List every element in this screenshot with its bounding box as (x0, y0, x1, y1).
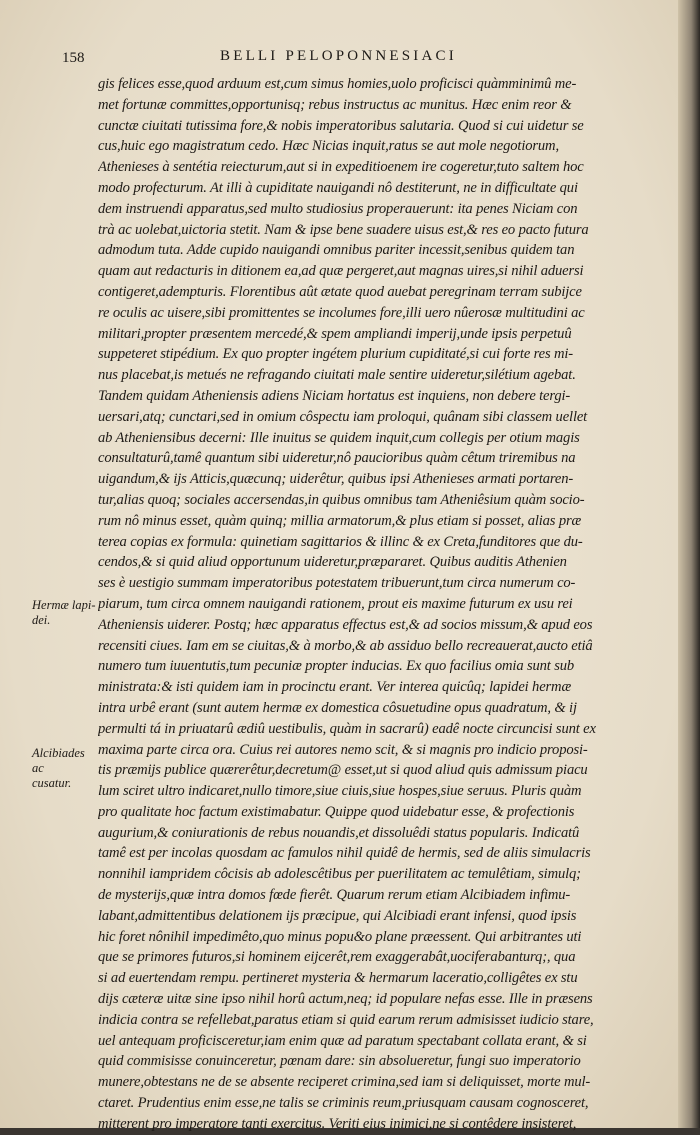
margin-note-line: dei. (32, 613, 51, 627)
text-line: tis præmijs publice quærerêtur,decretum@ esset,ut si quod aliud quis admissum piacu (98, 762, 588, 779)
text-line: indicia contra se refellebat,paratus etiam si quid earum rerum admisisset iudicio stare, (98, 1011, 594, 1028)
text-line: Atheniensis uiderer. Postq; hæc apparatus effectus est,& ad socios missum,& apud eos (98, 616, 593, 633)
text-line: met fortunæ committes,opportunisq; rebus instructus ac munitus. Hæc enim reor & (98, 96, 572, 113)
text-line: trà ac uolebat,uictoria stetit. Nam & ipse bene suadere uisus est,& res eo pacto futura (98, 221, 589, 238)
text-line: dijs cæteræ uitæ sine ipso nihil horû actum,neq; id populare nefas esse. Ille in præsens (98, 991, 593, 1008)
text-line: cunctæ ciuitati tutissima fore,& nobis imperatoribus salutaria. Quod si cui uidetur se (98, 117, 584, 134)
text-line: ses è uestigio summam imperatoribus potestatem tribuerunt,tum circa numerum co- (98, 575, 576, 592)
text-line: recensiti ciues. Iam em se ciuitas,& à morbo,& ab assiduo bello recreauerat,aucto etiâ (98, 637, 593, 654)
text-line: quid commisisse conuinceretur, pœnam dare: sin absolueretur, fungi suo imperatorio (98, 1053, 581, 1070)
text-line: labant,admittentibus delationem ijs præcipue, qui Alcibiadi erant infensi, quod ipsis (98, 907, 577, 924)
text-line: admodum tuta. Adde cupido nauigandi omnibus pariter incessit,senibus quidem tan (98, 242, 575, 259)
text-line: uersari,atq; cunctari,sed in omium côspectu iam proloqui, quânam sibi classem uellet (98, 408, 588, 425)
text-line: cus,huic ego magistratum cedo. Hæc Nicias inquit,ratus se aut mole negotiorum, (98, 138, 559, 155)
margin-note-line: Hermæ lapi- (32, 598, 96, 612)
margin-note-line: Alcibiades ac (32, 746, 85, 775)
text-line: suppeteret stipédium. Ex quo propter ingétem plurium cupiditaté,si cui forte res mi- (98, 346, 574, 363)
text-line: nonnihil iampridem côcisis ab adolescêtibus per puerilitatem ac temulêtiam, simulq; (98, 866, 581, 883)
text-line: numero tum iuuentutis,tum pecuniæ propter inducias. Ex quo facilius omia sunt sub (98, 658, 575, 675)
text-line: quam aut redacturis in ditionem ea,ad quæ pergeret,aut magnas uires,si nihil aduersi (98, 263, 584, 280)
text-line: dem instruendi apparatus,sed multo studiosius properauerunt: ita penes Niciam con (98, 200, 578, 217)
text-line: Athenieses à sentétia reiecturum,aut si in expeditioenem ire cogeretur,tuto saltem hoc (98, 159, 584, 176)
body-text (98, 74, 670, 1135)
text-line: tamê est per incolas quosdam ac famulos nihil quidê de hermis, sed de aliis simulacris (98, 845, 591, 862)
text-line: cendos,& si quid aliud opportunum uideretur,præpararet. Quibus auditis Athenien (98, 554, 567, 571)
text-line: modo profecturum. At illi à cupiditate nauigandi nô destiterunt, ne in difficultate qui (98, 179, 578, 196)
text-line: consultaturû,tamê quantum sibi uideretur,nô paucioribus quàm cêtum triremibus na (98, 450, 576, 467)
text-line: maxima parte circa ora. Cuius rei autores nemo scit, & si magnis pro indicio proposi- (98, 741, 588, 758)
text-line: munere,obtestans ne de se absente reciperet crimina,sed iam si deliquisset, morte mul- (98, 1074, 591, 1091)
text-line: hic foret nônihil impedimêto,quo minus popu&o plane præessent. Qui arbitrantes uti (98, 928, 582, 945)
text-line: si ad euertendam rempu. pertineret mysteria & hermarum laceratio,colligêtes ex stu (98, 970, 578, 987)
text-line: re oculis ac uisere,sibi promittentes se incolumes fore,illi uero nûerosæ multitudini ac (98, 304, 585, 321)
text-line: contigeret,adempturis. Florentibus aût ætate quod auebat peregrinam terram subijce (98, 283, 582, 300)
text-line: intra urbê erant (sunt autem hermæ ex domestica côsuetudine opus quadratum, & ij (98, 699, 577, 716)
text-line: lum sciret ultro indicaret,nullo timore,siue ciuis,siue hospes,siue seruus. Pluris quàm (98, 783, 582, 800)
text-line: uigandum,& ijs Atticis,quæcunq; uiderêtur, quibus ipsi Athenieses armati portaren- (98, 471, 574, 488)
text-line: augurium,& coniurationis de rebus nouandis,et dissoluêdi status popularis. Indicatû (98, 824, 580, 841)
text-line: nus placebat,is metués ne refragando ciuitati male sentire uideretur,silétium agebat. (98, 367, 576, 384)
text-line: gis felices esse,quod arduum est,cum simus homies,uolo proficisci quàmminimû me- (98, 76, 577, 92)
text-line: pro qualitate hoc factum existimabatur. Quippe quod uidebatur esse, & profectionis (98, 803, 575, 820)
text-line: Tandem quidam Atheniensis adiens Niciam hortatus est inquiens, non debere tergi- (98, 387, 571, 404)
page-number: 158 (62, 50, 85, 66)
running-head: BELLI PELOPONNESIACI (220, 48, 457, 64)
text-line: ab Atheniensibus decerni: Ille inuitus se quidem inquit,cum collegis per otium magis (98, 429, 580, 446)
text-line: terea copias ex formula: quinetiam sagittarios & illinc & ex Creta,funditores que du- (98, 533, 583, 550)
text-line: de mysterijs,quæ intra domos fœde fierêt. Quarum rerum etiam Alcibiadem infimu- (98, 887, 571, 904)
margin-note-hermae (32, 598, 96, 628)
margin-note-line: cusatur. (32, 776, 72, 790)
text-line: permulti tá in priuatarû ædiû uestibulis, quàm in sacrarû) eadê nocte circuncisi sunt ex (98, 720, 596, 737)
margin-note-alcibiades (32, 746, 96, 791)
text-line: ministrata:& isti quidem iam in procinctu erant. Ver interea quicûq; lapidei hermæ (98, 679, 572, 696)
text-line: tur,alias quoq; sociales accersendas,in quibus omnibus tam Atheniêsium quàm socio- (98, 491, 585, 508)
text-line: ctaret. Prudentius enim esse,ne talis se criminis reum,priusquam causam cognosceret, (98, 1095, 589, 1112)
text-line: militari,propter præsentem mercedé,& spem ampliandi imperij,unde ipsis perpetuû (98, 325, 572, 342)
text-line: rum nô minus esset, quàm quinq; millia armatorum,& plus etiam si posset, alias præ (98, 512, 582, 529)
text-line: uel antequam proficisceretur,iam enim quæ ad paratum spectabant collata erant, & si (98, 1032, 587, 1049)
text-line: piarum, tum circa omnem nauigandi rationem, prout eis maxime futurum ex usu rei (98, 595, 573, 612)
text-line: que se primores futuros,si hominem eijcerêt,rem exaggerabât,uociferabanturq;, qua (98, 949, 576, 966)
book-spine-shadow (678, 0, 700, 1128)
text-line: mitterent pro imperatore tanti exercitus. Veriti eius inimici,ne si contêdere insisteret, (98, 1115, 577, 1132)
